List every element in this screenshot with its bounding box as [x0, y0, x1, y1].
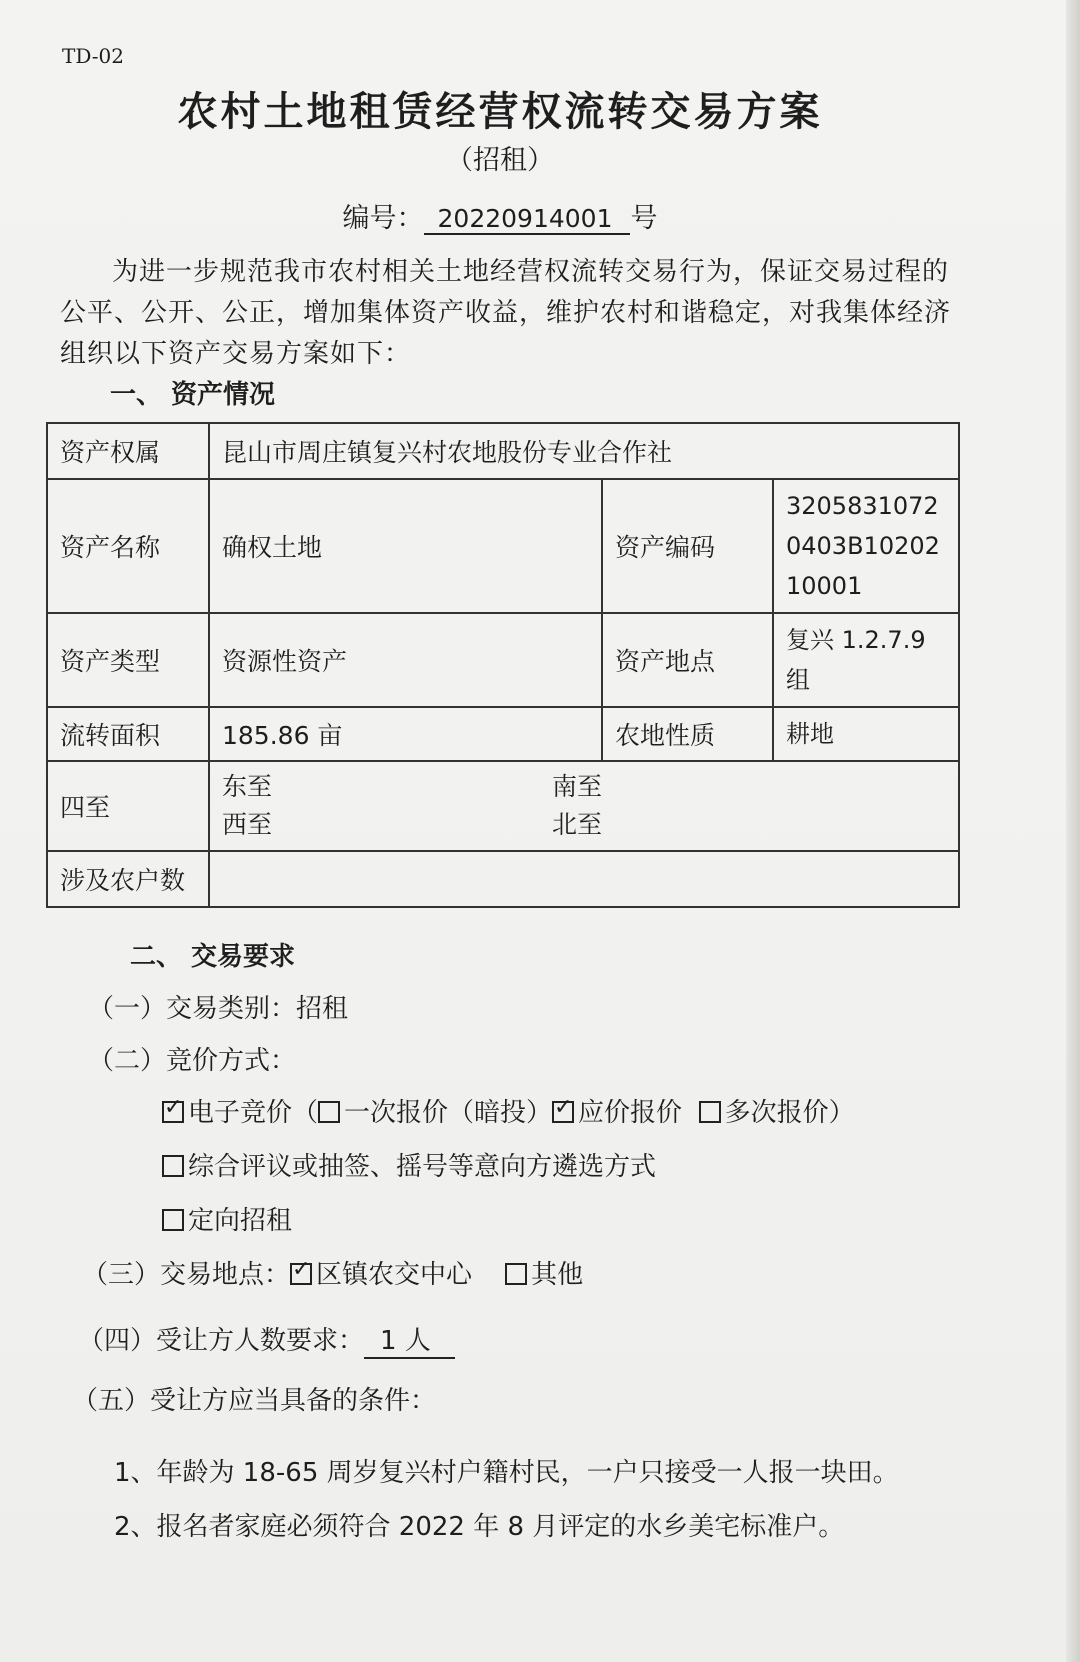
table-row: [47, 479, 959, 613]
serial-label: 编号：: [342, 203, 424, 234]
table-row: [47, 423, 959, 479]
serial-suffix: 号: [630, 203, 658, 234]
type-value: 资源性资产: [209, 613, 602, 707]
option-directed: 定向招租: [188, 1206, 293, 1236]
table-row: [47, 761, 959, 851]
category-line: [88, 988, 348, 1025]
nature-value: 耕地: [773, 707, 959, 761]
category-label: （一）交易类别：: [88, 994, 297, 1024]
checkbox-comprehensive[interactable]: [162, 1155, 184, 1177]
name-label: 资产名称: [47, 479, 209, 613]
count-value: 1 人: [364, 1320, 455, 1359]
option-comprehensive: 综合评议或抽签、摇号等意向方遴选方式: [188, 1152, 657, 1182]
option-electronic: 电子竞价（: [188, 1098, 319, 1128]
code-value: 32058310720403B1020210001: [773, 479, 959, 613]
comprehensive-line: [162, 1146, 656, 1183]
asset-table: [46, 422, 960, 908]
bound-south: 南至: [552, 772, 603, 801]
form-code: TD-02: [62, 44, 124, 68]
document-subtitle: （招租）: [446, 145, 554, 176]
section-2-heading: 二、 交易要求: [130, 942, 296, 972]
directed-line: [162, 1200, 292, 1237]
type-label: 资产类型: [47, 613, 209, 707]
conditions-label: （五）受让方应当具备的条件：: [72, 1386, 437, 1416]
count-label: （四）受让方人数要求：: [78, 1326, 365, 1356]
name-value: 确权土地: [209, 479, 602, 613]
table-row: [47, 707, 959, 761]
bounds-label: 四至: [47, 761, 209, 851]
serial-number: 20220914001: [424, 204, 631, 235]
households-label: 涉及农户数: [47, 851, 209, 907]
checkbox-place-center[interactable]: [290, 1263, 312, 1285]
owner-value: 昆山市周庄镇复兴村农地股份专业合作社: [209, 423, 959, 479]
document-title: 农村土地租赁经营权流转交易方案: [177, 89, 823, 135]
place-center: 区镇农交中心: [316, 1260, 473, 1290]
option-multiple: 多次报价）: [724, 1098, 855, 1128]
checkbox-response[interactable]: [552, 1101, 574, 1123]
place-other: 其他: [531, 1260, 584, 1290]
area-value: 185.86 亩: [209, 707, 602, 761]
condition-2: 2、报名者家庭必须符合 2022 年 8 月评定的水乡美宅标准户。: [114, 1512, 845, 1542]
checkbox-sealed[interactable]: [318, 1101, 340, 1123]
section-1-heading: 一、 资产情况: [110, 380, 276, 410]
checkbox-place-other[interactable]: [505, 1263, 527, 1285]
count-line: [78, 1320, 455, 1359]
intro-paragraph: 为进一步规范我市农村相关土地经营权流转交易行为，保证交易过程的公平、公开、公正，增加集体资产收益，维护农村和谐稳定，对我集体经济组织以下资产交易方案如下：: [60, 257, 952, 369]
bidding-label: （二）竞价方式：: [88, 1046, 297, 1076]
checkbox-electronic[interactable]: [162, 1101, 184, 1123]
option-sealed: 一次报价（暗投）: [344, 1098, 553, 1128]
option-response: 应价报价: [578, 1098, 683, 1128]
bound-north: 北至: [552, 810, 603, 839]
nature-label: 农地性质: [602, 707, 773, 761]
serial-line: [0, 196, 1000, 235]
place-label: （三）交易地点：: [82, 1260, 291, 1290]
location-value: 复兴 1.2.7.9 组: [773, 613, 959, 707]
checkbox-directed[interactable]: [162, 1209, 184, 1231]
page-edge: [1066, 0, 1080, 1662]
owner-label: 资产权属: [47, 423, 209, 479]
bounds-values: [209, 761, 959, 851]
table-row: [47, 613, 959, 707]
place-line: [82, 1254, 583, 1291]
condition-1: 1、年龄为 18-65 周岁复兴村户籍村民，一户只接受一人报一块田。: [114, 1458, 899, 1488]
checkbox-multiple[interactable]: [699, 1101, 721, 1123]
location-label: 资产地点: [602, 613, 773, 707]
table-row: [47, 851, 959, 907]
bound-east: 东至: [222, 772, 273, 801]
bound-west: 西至: [222, 810, 273, 839]
households-value: [209, 851, 959, 907]
area-label: 流转面积: [47, 707, 209, 761]
code-label: 资产编码: [602, 479, 773, 613]
category-value: 招租: [296, 994, 349, 1024]
bidding-options-line: [162, 1092, 855, 1129]
